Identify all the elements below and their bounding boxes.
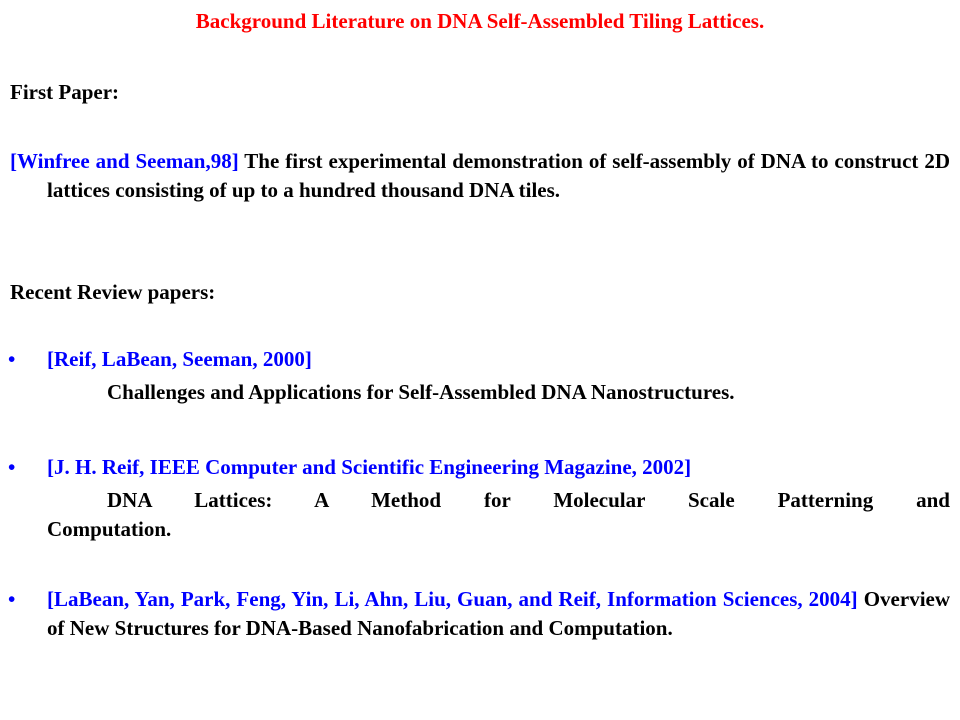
bullet-1: • [8, 347, 16, 371]
bullet-3: • [8, 587, 16, 611]
review-2-text: DNA Lattices: A Method for Molecular Scale Patterning and Computation. [47, 488, 950, 541]
review-2-citation: [J. H. Reif, IEEE Computer and Scientific Engineering Magazine, 2002] [47, 455, 692, 479]
review-1-citation: [Reif, LaBean, Seeman, 2000] [47, 347, 312, 371]
bullet-2: • [8, 455, 16, 479]
first-paper-paragraph [10, 147, 950, 205]
first-paper-citation: [Winfree and Seeman,98] [10, 149, 239, 173]
first-paper-heading: First Paper: [10, 80, 120, 104]
review-3-text: Overview of New Structures for DNA-Based Nanofabrication and Computation. [47, 587, 951, 640]
review-3-citation: [LaBean, Yan, Park, Feng, Yin, Li, Ahn, Liu, Guan, and Reif, Information Sciences, 2004] [47, 587, 858, 611]
slide-title: Background Literature on DNA Self-Assembled Tiling Lattices. [195, 9, 765, 33]
review-3-paragraph [47, 585, 950, 643]
review-papers-heading: Recent Review papers: [10, 280, 216, 304]
first-paper-text: The first experimental demonstration of self-assembly of DNA to construct 2D lattices consisting of up to a hundred thousand DNA tiles. [47, 149, 950, 202]
review-1-text: Challenges and Applications for Self-Assembled DNA Nanostructures. [107, 380, 735, 404]
